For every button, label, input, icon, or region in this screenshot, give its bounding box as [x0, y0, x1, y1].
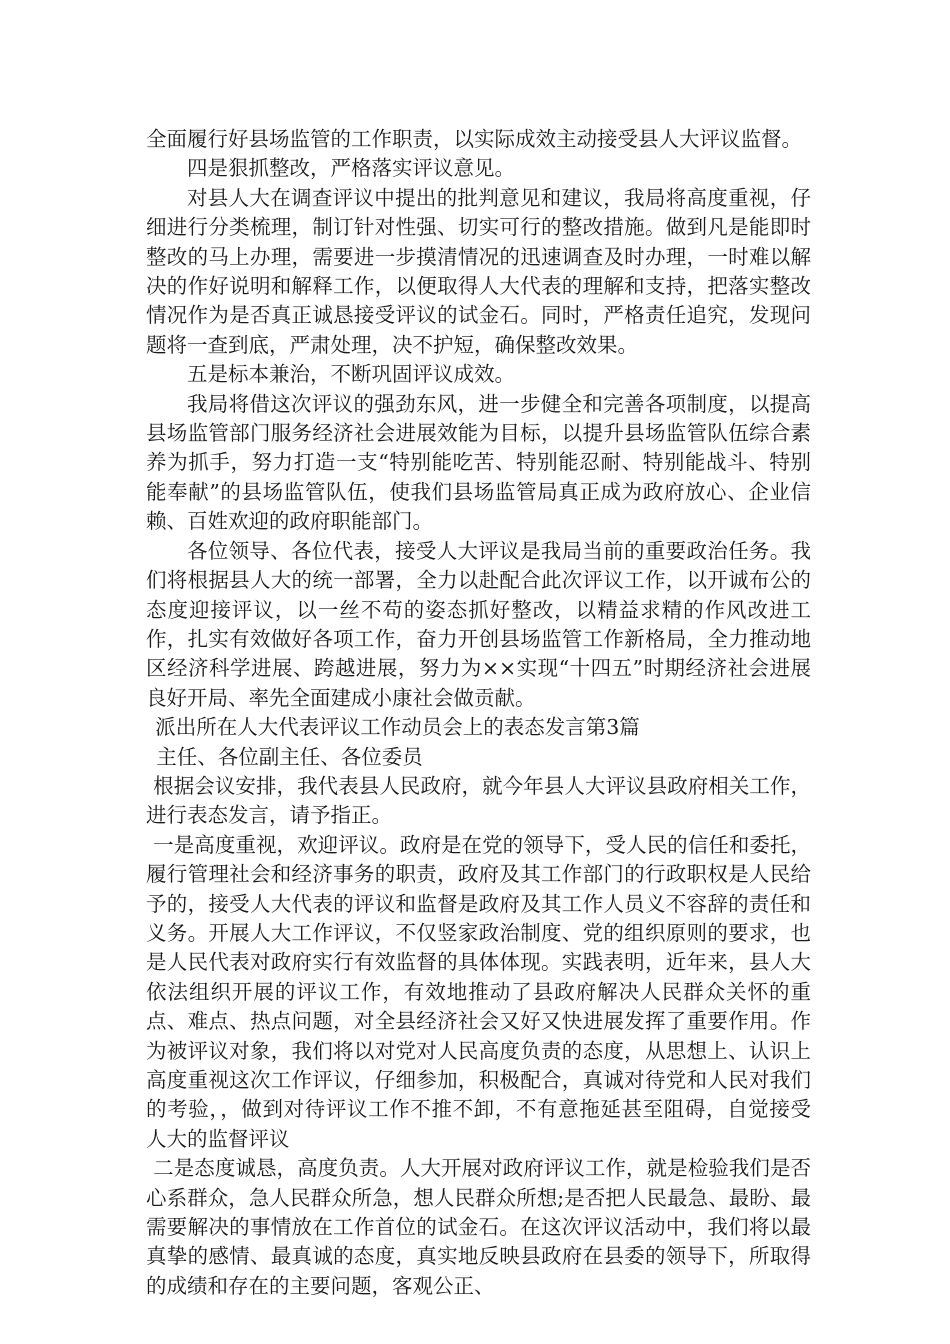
paragraph-continuation: 全面履行好县场监管的工作职责，以实际成效主动接受县人大评议监督。	[146, 127, 802, 151]
paragraph-introduction: 根据会议安排，我代表县人民政府，就今年县人大评议县政府相关工作，进行表态发言，请予指正。	[146, 773, 811, 828]
section-heading: 派出所在人大代表评议工作动员会上的表态发言第3篇	[155, 715, 640, 740]
paragraph-closing-remarks: 各位领导、各位代表，接受人大评议是我局当前的重要政治任务。我们将根据县人大的统一部署，全力以赴配合此次评议工作，以开诚布公的态度迎接评议，以一丝不苟的姿态抓好整改，以精益求精的作风改进工作，扎实有效做好各项工作，奋力开创县场监管工作新格局，全力推动地区经济科学进展、跨越进展，努力为××实现“十四五”时期经济社会进展良好开局、率先全面建成小康社会做贡献。	[146, 538, 811, 710]
paragraph-point-two: 二是态度诚恳，高度负责。人大开展对政府评议工作，就是检验我们是否心系群众，急人民群众所急，想人民群众所想;是否把人民最急、最盼、最需要解决的事情放在工作首位的试金石。在这次评议活动中，我们将以最真挚的感情、最真诚的态度，真实地反映县政府在县委的领导下，所取得的成绩和存在的主要问题，客观公正、	[146, 1156, 811, 1298]
paragraph-point-one: 一是高度重视，欢迎评议。政府是在党的领导下，受人民的信任和委托，履行管理社会和经济事务的职责，政府及其工作部门的行政职权是人民给予的，接受人大代表的评议和监督是政府及其工作人员义不容辞的责任和义务。开展人大工作评议，不仅竖家政治制度、党的组织原则的要求，也是人民代表对政府实行有效监督的具体体现。实践表明，近年来，县人大依法组织开展的评议工作，有效地推动了县政府解决人民群众关怀的重点、难点、热点问题，对全县经济社会又好又快进展发挥了重要作用。作为被评议对象，我们将以对党对人民高度负责的态度，从思想上、认识上高度重视这次工作评议，仔细参加，积极配合，真诚对待党和人民对我们的考验，，做到对待评议工作不推不卸，不有意拖延甚至阻碍，自觉接受人大的监督评议	[146, 832, 811, 1151]
document-body	[146, 125, 811, 1301]
paragraph-point-four-title: 四是狠抓整改，严格落实评议意见。	[187, 156, 515, 181]
paragraph-institution-building: 我局将借这次评议的强劲东风，进一步健全和完善各项制度，以提高县场监管部门服务经济社会进展效能为目标，以提升县场监管队伍综合素养为抓手，努力打造一支“特别能吃苦、特别能忍耐、特别能战斗、特别能奉献”的县场监管队伍，使我们县场监管局真正成为政府放心、企业信赖、百姓欢迎的政府职能部门。	[146, 391, 811, 534]
paragraph-rectification: 对县人大在调查评议中提出的批判意见和建议，我局将高度重视，仔细进行分类梳理，制订针对性强、切实可行的整改措施。做到凡是能即时整改的马上办理，需要进一步摸清情况的迅速调查及时办理，一时难以解决的作好说明和解释工作，以便取得人大代表的理解和支持，把落实整改情况作为是否真正诚恳接受评议的试金石。同时，严格责任追究，发现问题将一查到底，严肃处理，决不护短，确保整改效果。	[146, 185, 811, 357]
salutation: 主任、各位副主任、各位委员	[156, 744, 423, 769]
paragraph-point-five-title: 五是标本兼治，不断巩固评议成效。	[187, 362, 515, 387]
